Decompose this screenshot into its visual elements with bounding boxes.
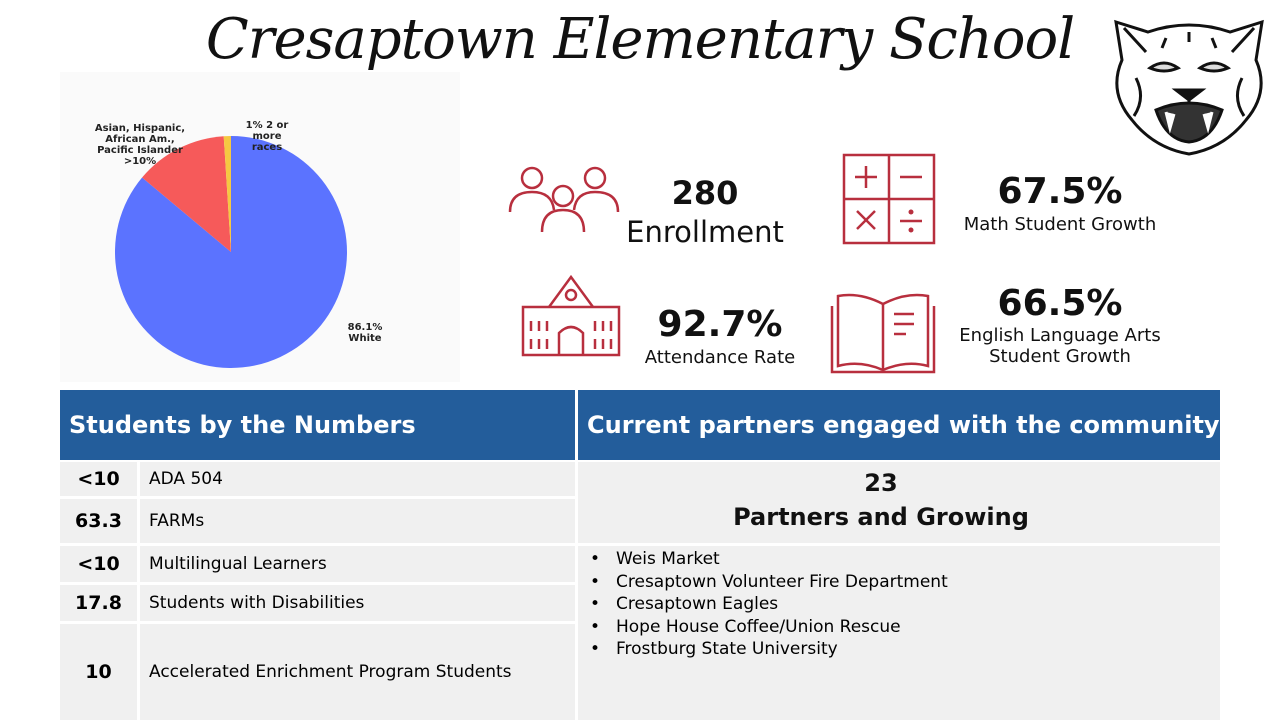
partner-name: Frostburg State University bbox=[616, 639, 838, 660]
open-book-icon bbox=[830, 292, 936, 374]
list-item: • Cresaptown Eagles bbox=[590, 594, 779, 615]
partner-name: Cresaptown Volunteer Fire Department bbox=[616, 571, 948, 592]
ela-value: 66.5% bbox=[997, 283, 1123, 324]
partner-name: Hope House Coffee/Union Rescue bbox=[616, 616, 901, 637]
row-label: Multilingual Learners bbox=[140, 546, 575, 582]
math-symbols-icon bbox=[842, 153, 936, 245]
pie-svg bbox=[60, 72, 460, 382]
list-item: • Hope House Coffee/Union Rescue bbox=[590, 616, 901, 637]
partners-count: 23 bbox=[864, 469, 898, 497]
attendance-value: 92.7% bbox=[657, 304, 783, 345]
pie-label-line: races bbox=[251, 142, 283, 153]
row-value: <10 bbox=[60, 546, 137, 582]
school-building-icon bbox=[521, 273, 621, 357]
ela-label-line: Student Growth bbox=[989, 346, 1131, 367]
row-label: ADA 504 bbox=[140, 462, 575, 496]
list-item: • Cresaptown Volunteer Fire Department bbox=[590, 571, 948, 592]
row-label: Accelerated Enrichment Program Students bbox=[140, 624, 575, 720]
row-value: 10 bbox=[60, 624, 137, 720]
people-icon bbox=[506, 166, 622, 238]
pie-label-minority bbox=[90, 123, 190, 167]
pie-label-line: Asian, Hispanic, bbox=[94, 123, 186, 134]
partner-name: Cresaptown Eagles bbox=[616, 594, 779, 615]
pie-label-line: Pacific Islander bbox=[97, 145, 183, 156]
row-value: 17.8 bbox=[60, 585, 137, 621]
row-label: Students with Disabilities bbox=[140, 585, 575, 621]
page-title: Cresaptown Elementary School bbox=[205, 7, 1075, 72]
pie-label-multi bbox=[230, 120, 304, 153]
ela-label-line: English Language Arts bbox=[959, 325, 1161, 346]
demographics-pie-chart bbox=[60, 72, 460, 382]
row-label: FARMs bbox=[140, 499, 575, 543]
pie-label-line: 1% 2 or more bbox=[245, 120, 289, 142]
row-value: 63.3 bbox=[60, 499, 137, 543]
math-label: Math Student Growth bbox=[963, 214, 1157, 235]
pie-label-line: >10% bbox=[123, 156, 157, 167]
enrollment-value: 280 bbox=[671, 174, 739, 212]
students-table-header: Students by the Numbers bbox=[60, 390, 575, 460]
list-item: • Frostburg State University bbox=[590, 639, 838, 660]
partners-count-label: Partners and Growing bbox=[733, 503, 1029, 531]
partners-list bbox=[586, 548, 948, 661]
partners-count-block bbox=[578, 466, 1184, 534]
math-value: 67.5% bbox=[997, 171, 1123, 212]
partners-header: Current partners engaged with the community… bbox=[578, 390, 1220, 460]
pie-label-line: African Am., bbox=[105, 134, 175, 145]
row-value: <10 bbox=[60, 462, 137, 496]
attendance-label: Attendance Rate bbox=[644, 347, 796, 368]
ela-label bbox=[950, 325, 1170, 367]
enrollment-label: Enrollment bbox=[626, 215, 784, 249]
partner-name: Weis Market bbox=[616, 549, 720, 569]
wildcat-mascot-icon bbox=[1106, 8, 1272, 156]
list-item: • Weis Market bbox=[590, 549, 720, 569]
pie-label-white: 86.1% White bbox=[347, 322, 383, 344]
